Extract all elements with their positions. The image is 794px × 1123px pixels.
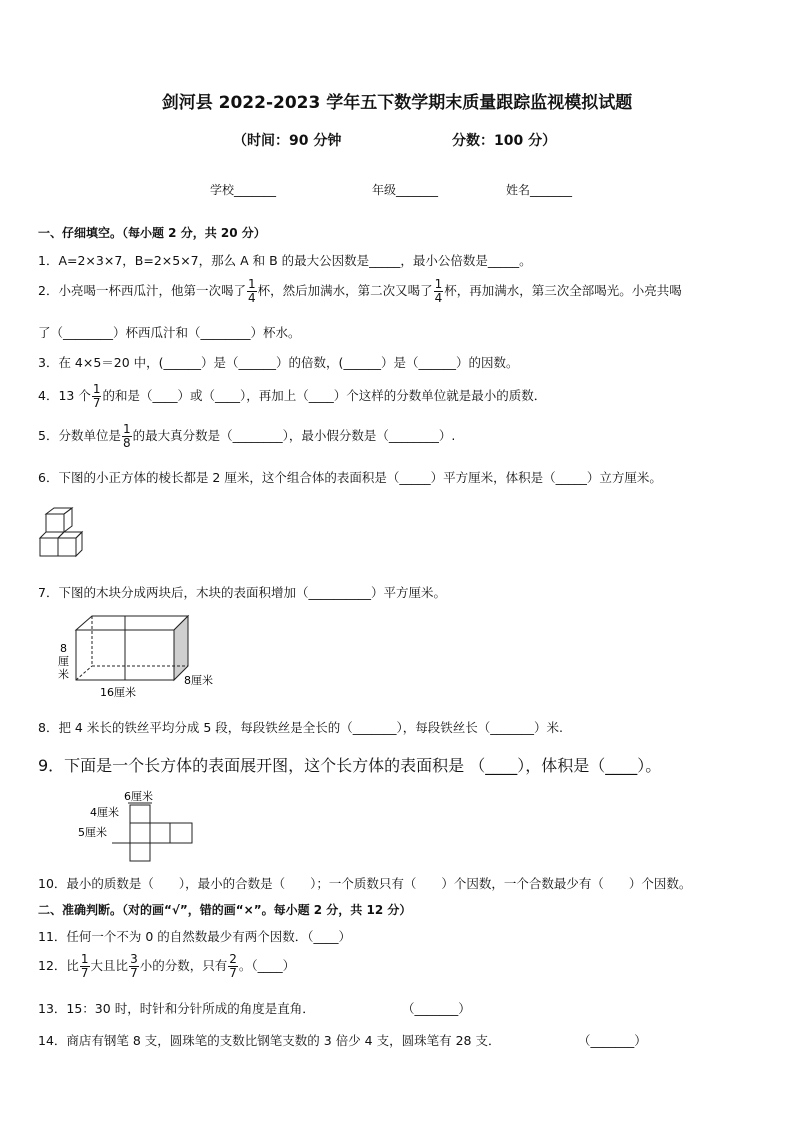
question-14: 14．商店有钢笔 8 支，圆珠笔的支数比钢笔支数的 3 倍少 4 支，圆珠笔有 28 支．	[38, 1033, 501, 1048]
fraction: $\frac{1}{4}$	[434, 277, 443, 305]
page-title: 剑河县 2022-2023 学年五下数学期末质量跟踪监视模拟试题	[161, 93, 633, 113]
length-label: 16厘米	[100, 686, 136, 699]
question-4	[38, 383, 546, 410]
question-9: 9．下面是一个长方体的表面展开图，这个长方体的表面积是 （____），体积是（____）。	[38, 756, 662, 775]
question-3: 3．在 4×5＝20 中，(______）是（______）的倍数，(______）是（______）的因数。	[38, 355, 519, 370]
question-5-part: 的最大真分数是（________），最小假分数是（________）.	[132, 428, 456, 443]
net-label-4: 4厘米	[90, 806, 119, 819]
wood-block-figure	[56, 612, 226, 702]
name-field: 姓名_______	[506, 183, 573, 197]
question-6: 6．下图的小正方体的棱长都是 2 厘米，这个组合体的表面积是（_____）平方厘米，体积是（_____）立方厘米。	[38, 470, 662, 485]
grade-field: 年级_______	[372, 183, 439, 197]
question-2	[38, 278, 682, 305]
exam-time: （时间：90 分钟	[233, 133, 342, 149]
question-4-part: 4．13 个	[38, 388, 91, 403]
question-8: 8．把 4 米长的铁丝平均分成 5 段，每段铁丝是全长的（_______），每段铁丝长（_______）米.	[38, 720, 563, 735]
question-2-line2: 了（________）杯西瓜汁和（________）杯水。	[38, 325, 301, 340]
height-label: 8	[60, 642, 67, 655]
question-13: 13．15：30 时，时针和分针所成的角度是直角．	[38, 1001, 315, 1016]
cube-figure	[36, 506, 98, 562]
fraction: $\frac{2}{7}$	[229, 952, 237, 980]
net-top-label: 6厘米	[124, 790, 153, 803]
question-12-part: 大且比	[90, 958, 129, 973]
question-10: 10．最小的质数是（ ），最小的合数是（ ）；一个质数只有（ ）个因数，一个合数最少有（ ）个因数。	[38, 876, 692, 891]
question-4-part: 的和是（____）或（____），再加上（____）个这样的分数单位就是最小的质数．	[102, 388, 547, 403]
fraction: $\frac{1}{8}$	[122, 422, 131, 450]
cuboid-net-figure	[76, 788, 200, 862]
fraction: $\frac{1}{7}$	[92, 382, 101, 410]
fraction: $\frac{1}{7}$	[80, 952, 89, 980]
fraction: $\frac{1}{4}$	[247, 277, 256, 305]
school-field: 学校_______	[210, 183, 277, 197]
question-2-part: 2．小亮喝一杯西瓜汁，他第一次喝了	[38, 283, 246, 298]
depth-label: 8厘米	[184, 674, 213, 687]
section-heading-fill: 一、仔细填空。（每小题 2 分，共 20 分）	[38, 226, 266, 240]
fraction: $\frac{3}{7}$	[130, 952, 138, 980]
section-heading-judge: 二、准确判断。（对的画“√”，错的画“×”。每小题 2 分，共 12 分）	[38, 903, 412, 917]
question-14-blank: （_______）	[578, 1033, 647, 1048]
question-11: 11．任何一个不为 0 的自然数最少有两个因数．（____）	[38, 929, 352, 944]
exam-score: 分数：100 分）	[452, 133, 557, 149]
height-label-unit: 厘	[58, 655, 69, 668]
question-5	[38, 423, 455, 450]
question-13-blank: （_______）	[402, 1001, 471, 1016]
question-2-part: 杯，然后加满水，第二次又喝了	[257, 283, 433, 298]
height-label-unit2: 米	[58, 668, 69, 681]
question-12-part: 。（____）	[238, 958, 296, 973]
net-label-5: 5厘米	[78, 826, 107, 839]
question-2-part: 杯，再加满水，第三次全部喝光。小亮共喝	[444, 283, 682, 298]
question-12	[38, 953, 295, 980]
question-12-part: 小的分数，只有	[139, 958, 228, 973]
question-1: 1．A=2×3×7，B=2×5×7，那么 A 和 B 的最大公因数是_____，最小公倍数是_____。	[38, 253, 532, 268]
question-7: 7．下图的木块分成两块后，木块的表面积增加（__________）平方厘米。	[38, 585, 446, 600]
question-12-part: 12．比	[38, 958, 79, 973]
question-5-part: 5．分数单位是	[38, 428, 121, 443]
